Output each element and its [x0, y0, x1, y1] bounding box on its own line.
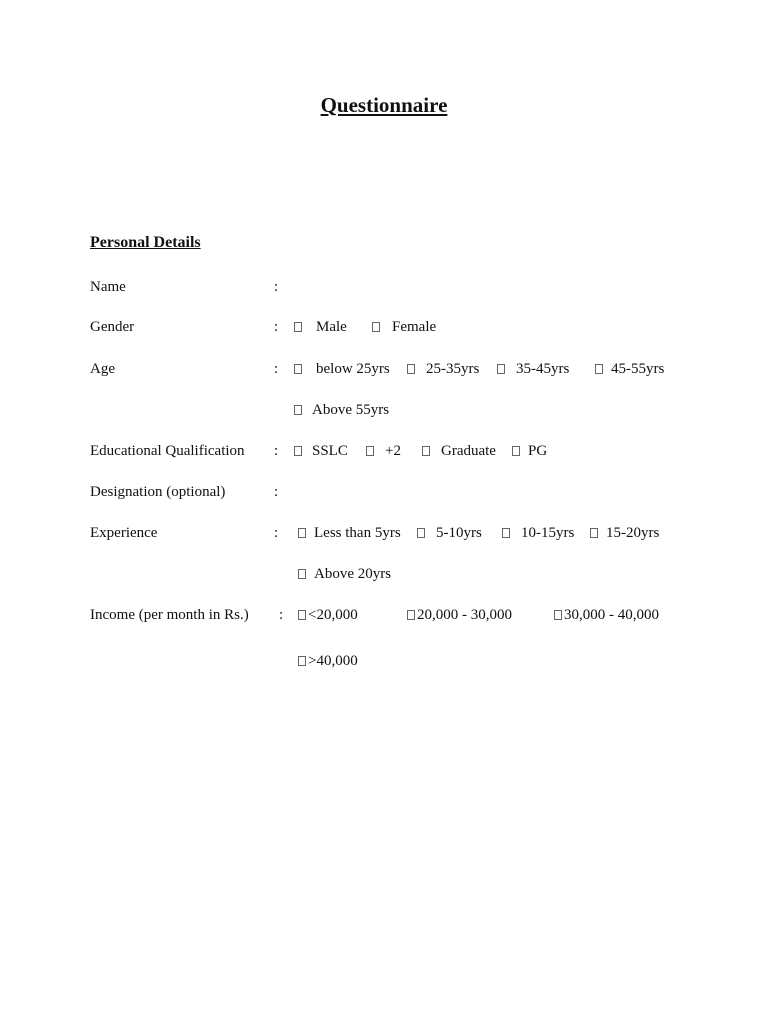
- checkbox-icon[interactable]: [298, 528, 306, 538]
- checkbox-icon[interactable]: [417, 528, 425, 538]
- gender-option-female[interactable]: [372, 319, 436, 336]
- experience-colon: :: [274, 525, 279, 541]
- checkbox-icon[interactable]: [294, 322, 302, 332]
- designation-colon: :: [274, 484, 279, 500]
- option-label: Female: [392, 319, 437, 335]
- option-label: >40,000: [308, 653, 358, 669]
- option-label: PG: [528, 443, 548, 459]
- option-label: 10-15yrs: [521, 525, 575, 541]
- checkbox-icon[interactable]: [497, 364, 505, 374]
- age-option-35-45[interactable]: [497, 361, 569, 378]
- experience-option-5-10[interactable]: [417, 525, 482, 542]
- name-colon: :: [274, 279, 279, 295]
- education-label: Educational Qualification: [90, 443, 245, 459]
- age-option-above-55[interactable]: [294, 402, 389, 419]
- checkbox-icon[interactable]: [294, 405, 302, 415]
- age-label: Age: [90, 361, 115, 377]
- checkbox-icon[interactable]: [298, 656, 306, 666]
- option-label: 45-55yrs: [611, 361, 665, 377]
- name-label: Name: [90, 279, 126, 295]
- option-label: SSLC: [312, 443, 348, 459]
- education-option-plus-two[interactable]: [366, 443, 401, 460]
- option-label: below 25yrs: [316, 361, 390, 377]
- income-label: Income (per month in Rs.): [90, 607, 249, 623]
- option-label: Male: [316, 319, 347, 335]
- page-title: Questionnaire: [320, 93, 448, 117]
- experience-option-15-20[interactable]: [590, 525, 659, 542]
- experience-label: Experience: [90, 525, 158, 541]
- gender-label: Gender: [90, 319, 135, 335]
- income-option-20000-30000[interactable]: [407, 607, 512, 624]
- checkbox-icon[interactable]: [372, 322, 380, 332]
- age-colon: :: [274, 361, 279, 377]
- experience-option-less-than-5[interactable]: [298, 525, 401, 542]
- option-label: Less than 5yrs: [314, 525, 401, 541]
- income-colon: :: [279, 607, 284, 623]
- checkbox-icon[interactable]: [512, 446, 520, 456]
- checkbox-icon[interactable]: [422, 446, 430, 456]
- designation-label: Designation (optional): [90, 484, 226, 500]
- checkbox-icon[interactable]: [407, 364, 415, 374]
- gender-option-male[interactable]: [294, 319, 347, 336]
- income-option-below-20000[interactable]: [298, 607, 358, 624]
- option-label: 15-20yrs: [606, 525, 660, 541]
- checkbox-icon[interactable]: [590, 528, 598, 538]
- section-heading-personal-details: Personal Details: [90, 234, 201, 251]
- age-option-45-55[interactable]: [595, 361, 664, 378]
- checkbox-icon[interactable]: [294, 364, 302, 374]
- education-option-sslc[interactable]: [294, 443, 348, 460]
- experience-option-10-15[interactable]: [502, 525, 574, 542]
- option-label: 5-10yrs: [436, 525, 482, 541]
- option-label: <20,000: [308, 607, 358, 623]
- option-label: Above 55yrs: [312, 402, 390, 418]
- option-label: 20,000 - 30,000: [417, 607, 512, 623]
- age-option-below-25[interactable]: [294, 361, 390, 378]
- option-label: +2: [385, 443, 401, 459]
- checkbox-icon[interactable]: [298, 569, 306, 579]
- income-option-30000-40000[interactable]: [554, 607, 659, 624]
- income-option-above-40000[interactable]: [298, 653, 358, 670]
- option-label: 30,000 - 40,000: [564, 607, 659, 623]
- experience-option-above-20[interactable]: [298, 566, 391, 583]
- checkbox-icon[interactable]: [407, 610, 415, 620]
- option-label: Above 20yrs: [314, 566, 392, 582]
- age-option-25-35[interactable]: [407, 361, 479, 378]
- option-label: Graduate: [441, 443, 496, 459]
- checkbox-icon[interactable]: [298, 610, 306, 620]
- checkbox-icon[interactable]: [294, 446, 302, 456]
- option-label: 35-45yrs: [516, 361, 570, 377]
- checkbox-icon[interactable]: [554, 610, 562, 620]
- checkbox-icon[interactable]: [502, 528, 510, 538]
- checkbox-icon[interactable]: [595, 364, 603, 374]
- gender-colon: :: [274, 319, 279, 335]
- education-option-pg[interactable]: [512, 443, 547, 460]
- checkbox-icon[interactable]: [366, 446, 374, 456]
- option-label: 25-35yrs: [426, 361, 480, 377]
- education-colon: :: [274, 443, 279, 459]
- education-option-graduate[interactable]: [422, 443, 496, 460]
